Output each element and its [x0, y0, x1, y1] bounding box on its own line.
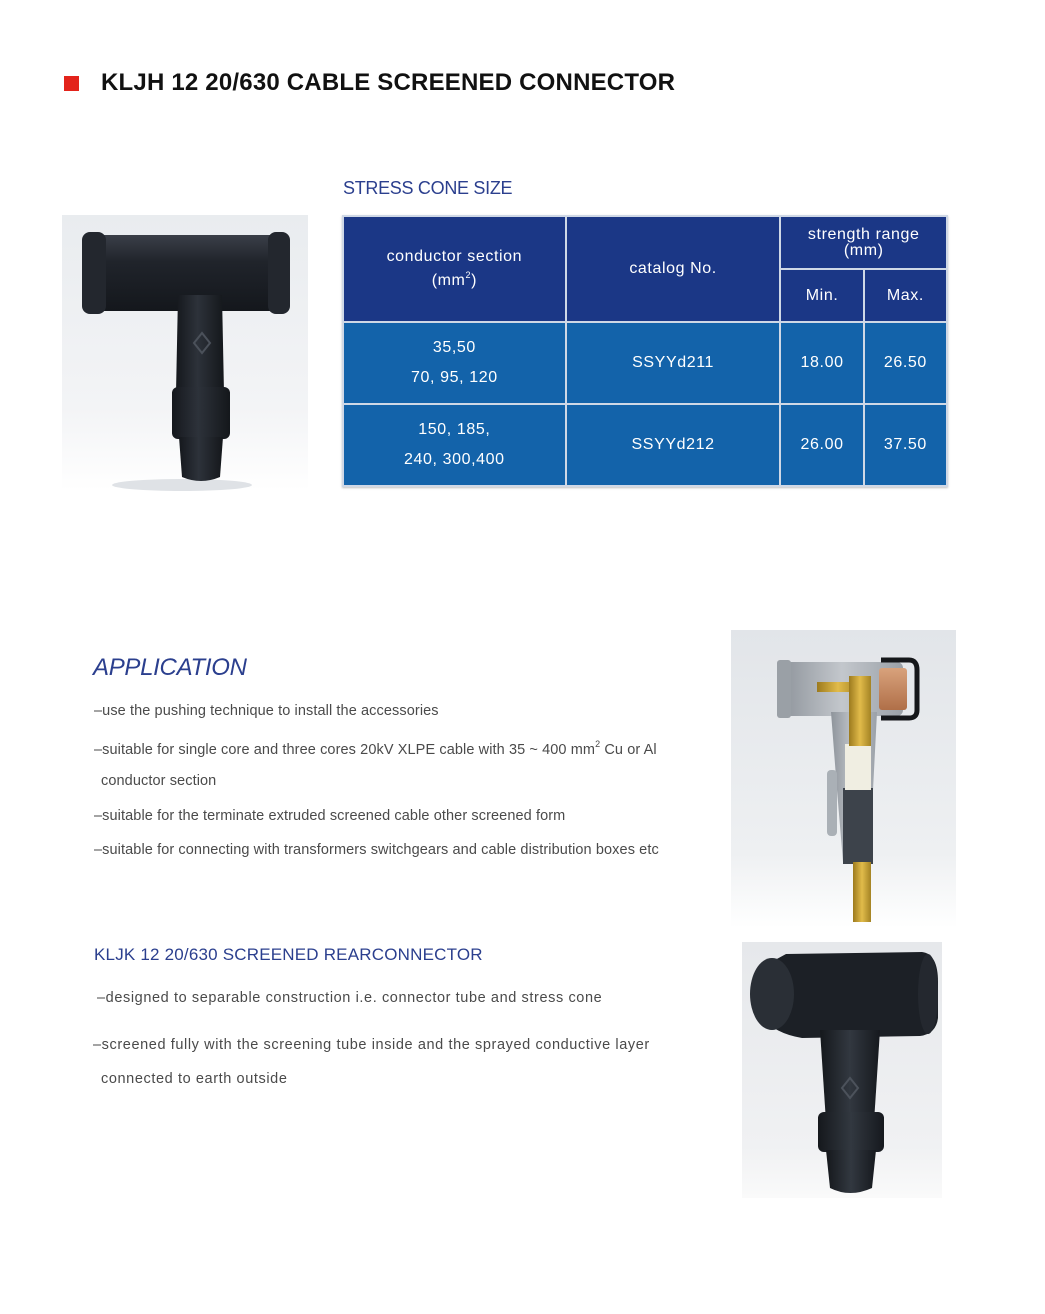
- table-row: [343, 404, 947, 486]
- stress-cone-heading: STRESS CONE SIZE: [343, 178, 513, 198]
- cutaway-photo: [731, 630, 956, 928]
- cell-min: 18.00: [780, 322, 863, 404]
- unit-close: ): [471, 272, 478, 289]
- page-title: KLJH 12 20/630 CABLE SCREENED CONNECTOR: [101, 69, 676, 96]
- cell-max: 26.50: [864, 322, 947, 404]
- header-min: Min.: [780, 269, 863, 322]
- application-line: –suitable for connecting with transformers switchgears and cable distribution boxes etc: [94, 842, 659, 858]
- section-line: 240, 300,400: [404, 451, 505, 468]
- header-strength-label: strength range: [807, 225, 920, 243]
- application-sup: 2: [595, 739, 601, 749]
- application-line: –suitable for the terminate extruded screened cable other screened form: [94, 808, 566, 824]
- rear-connector-heading: KLJK 12 20/630 SCREENED REARCONNECTOR: [94, 945, 483, 964]
- header-conductor-unit: [344, 270, 565, 290]
- connector-photo: [62, 215, 308, 491]
- header-conductor-section: [343, 216, 566, 322]
- header-max: Max.: [864, 269, 947, 322]
- unit-text: (mm: [431, 272, 466, 289]
- application-text: –suitable for single core and three cores 20kV XLPE cable with 35 ~ 400 mm: [94, 742, 596, 758]
- header-conductor-label: conductor section: [386, 248, 523, 265]
- application-line: conductor section: [101, 773, 217, 789]
- rear-connector-line: connected to earth outside: [101, 1071, 288, 1087]
- cell-max: 37.50: [864, 404, 947, 486]
- header-strength-unit: (mm): [843, 241, 884, 259]
- application-line: [94, 739, 657, 758]
- section-line: 150, 185,: [418, 421, 491, 438]
- header-catalog: catalog No.: [566, 216, 781, 322]
- application-heading: APPLICATION: [93, 654, 247, 681]
- application-text: Cu or Al: [600, 742, 657, 758]
- unit-sup: 2: [465, 270, 472, 280]
- application-line: –use the pushing technique to install the accessories: [94, 703, 439, 719]
- cell-section: [343, 404, 566, 486]
- table-row: [343, 322, 947, 404]
- section-line: 35,50: [432, 339, 476, 356]
- section-line: 70, 95, 120: [411, 369, 498, 386]
- cell-catalog: SSYYd211: [566, 322, 781, 404]
- rear-connector-photo: [742, 942, 942, 1198]
- cell-catalog: SSYYd212: [566, 404, 781, 486]
- rear-connector-line: –designed to separable construction i.e. connector tube and stress cone: [97, 990, 603, 1006]
- stress-cone-table: [342, 215, 948, 487]
- header-strength-range: [780, 216, 947, 269]
- rear-connector-line: –screened fully with the screening tube inside and the sprayed conductive layer: [93, 1037, 650, 1053]
- title-marker: [64, 76, 79, 91]
- cell-min: 26.00: [780, 404, 863, 486]
- cell-section: [343, 322, 566, 404]
